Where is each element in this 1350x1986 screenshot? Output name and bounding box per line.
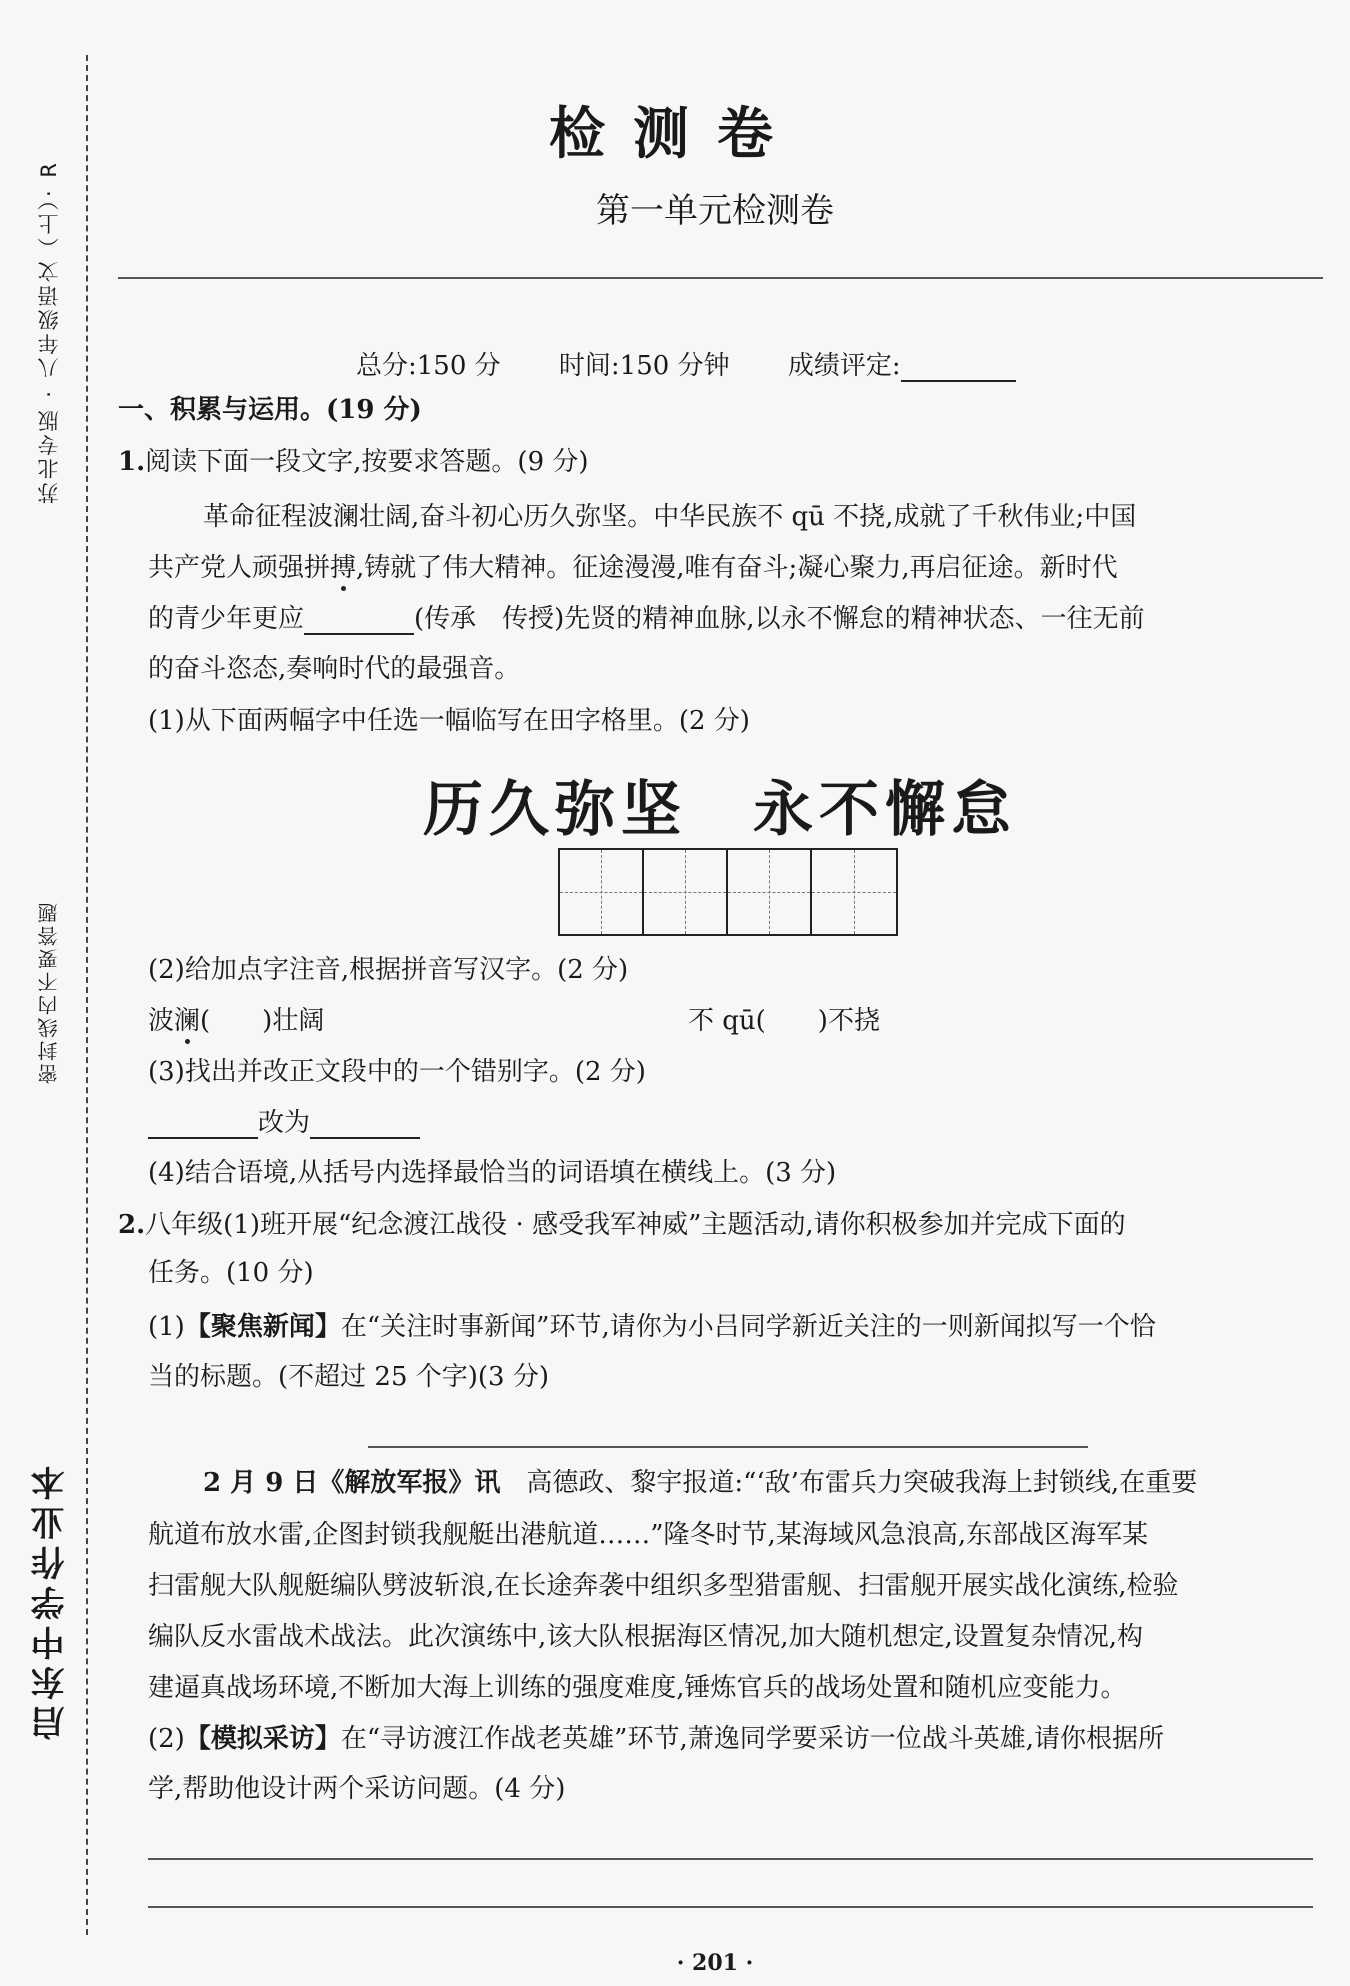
- correction-row: [148, 1108, 420, 1139]
- sub-text: 在“寻访渡江作战老英雄”环节,萧逸同学要采访一位战斗英雄,请你根据所: [340, 1724, 1164, 1754]
- grid-cell[interactable]: [644, 850, 728, 934]
- exam-meta: [356, 345, 1066, 382]
- grid-cell[interactable]: [560, 850, 644, 934]
- sub-number: (1): [148, 1312, 185, 1342]
- calligraphy-sample: 历久弥坚 永不懈怠: [423, 775, 1017, 845]
- question-text: 任务。(10 分): [148, 1258, 314, 1288]
- title-divider: [118, 277, 1323, 279]
- passage-text: 的青少年更应: [148, 604, 305, 634]
- dotted-char: 搏: [330, 553, 357, 583]
- sub-tag: 【聚焦新闻】: [184, 1312, 341, 1342]
- answer-blank[interactable]: [304, 607, 414, 635]
- fill-text: 波: [148, 1006, 175, 1036]
- seal-line-notice: 密封线内不要答题: [37, 900, 61, 1084]
- passage-text: ,铸就了伟大精神。征途漫漫,唯有奋斗;凝心聚力,再启征途。新时代: [356, 553, 1118, 583]
- sub-tag: 【模拟采访】: [184, 1724, 341, 1754]
- sub-question: (3)找出并改正文段中的一个错别字。(2 分): [148, 1057, 646, 1087]
- wrong-char-blank[interactable]: [148, 1111, 258, 1139]
- news-line: 扫雷舰大队舰艇编队劈波斩浪,在长途奔袭中组织多型猎雷舰、扫雷舰开展实战化演练,检验: [148, 1571, 1179, 1601]
- binding-margin-line: [86, 55, 88, 1935]
- passage-line: [148, 553, 1118, 584]
- passage-line: [148, 604, 1145, 635]
- question-2-prompt: [118, 1210, 1126, 1241]
- page-subtitle: 第一单元检测卷: [596, 191, 834, 231]
- news-lead: 2 月 9 日《解放军报》讯: [203, 1468, 501, 1498]
- tianzige-grid[interactable]: [558, 848, 898, 936]
- sub-question: (4)结合语境,从括号内选择最恰当的词语填在横线上。(3 分): [148, 1158, 837, 1188]
- passage-text: 共产党人顽强拼: [148, 553, 331, 583]
- fill-item: 不 qū( )不挠: [688, 1006, 880, 1036]
- publisher-label: 启东中学作业本: [31, 1460, 71, 1740]
- answer-line[interactable]: [148, 1906, 1313, 1908]
- sub-question: 学,帮助他设计两个采访问题。(4 分): [148, 1774, 566, 1804]
- news-text: 高德政、黎宇报道:“‘敌’布雷兵力突破我海上封锁线,在重要: [500, 1468, 1198, 1498]
- grade-blank[interactable]: [901, 380, 1016, 382]
- grid-cell[interactable]: [728, 850, 812, 934]
- correct-char-blank[interactable]: [310, 1111, 420, 1139]
- sub-question: (1)从下面两幅字中任选一幅临写在田字格里。(2 分): [148, 706, 750, 736]
- section-heading: 一、积累与运用。(19 分): [118, 395, 422, 425]
- question-1-prompt: [118, 447, 589, 478]
- total-score: 总分:150 分: [356, 351, 501, 381]
- time-limit: 时间:150 分钟: [558, 351, 730, 381]
- sub-question: [148, 1312, 1156, 1343]
- question-number: 2.: [118, 1210, 146, 1240]
- answer-line[interactable]: [368, 1446, 1088, 1448]
- sub-question: 当的标题。(不超过 25 个字)(3 分): [148, 1362, 549, 1392]
- passage-line: 革命征程波澜壮阔,奋斗初心历久弥坚。中华民族不 qū 不挠,成就了千秋伟业;中国: [203, 502, 1137, 532]
- sub-text: 在“关注时事新闻”环节,请你为小吕同学新近关注的一则新闻拟写一个恰: [340, 1312, 1156, 1342]
- grid-cell[interactable]: [812, 850, 896, 934]
- passage-text: (传承 传授)先贤的精神血脉,以永不懈怠的精神状态、一往无前: [414, 604, 1145, 634]
- sub-question: (2)给加点字注音,根据拼音写汉字。(2 分): [148, 955, 629, 985]
- passage-line: 的奋斗恣态,奏响时代的最强音。: [148, 654, 521, 684]
- fill-item: [148, 1006, 324, 1037]
- fill-text: ( )壮阔: [200, 1006, 325, 1036]
- grade-label: 成绩评定:: [787, 351, 901, 381]
- news-line: 建逼真战场环境,不断加大海上训练的强度难度,锤炼官兵的战场处置和随机应变能力。: [148, 1673, 1127, 1703]
- question-text: 八年级(1)班开展“纪念渡江战役 · 感受我军神威”主题活动,请你积极参加并完成下面的: [145, 1210, 1126, 1240]
- change-label: 改为: [258, 1108, 311, 1138]
- sub-number: (2): [148, 1724, 185, 1754]
- dotted-char: 澜: [174, 1006, 201, 1036]
- sub-question: [148, 1724, 1164, 1755]
- news-line: 航道布放水雷,企图封锁我舰艇出港航道……”隆冬时节,某海域风急浪高,东部战区海军某: [148, 1520, 1149, 1550]
- answer-line[interactable]: [148, 1858, 1313, 1860]
- series-label: 苏北专版 · 八年级语文（上）· R: [37, 160, 61, 504]
- news-line: 编队反水雷战术战法。此次演练中,该大队根据海区情况,加大随机想定,设置复杂情况,构: [148, 1622, 1144, 1652]
- question-text: 阅读下面一段文字,按要求答题。(9 分): [145, 447, 589, 477]
- question-number: 1.: [118, 447, 146, 477]
- news-line: [203, 1468, 1197, 1499]
- page-number: · 201 ·: [676, 1950, 754, 1976]
- page-title: 检测卷: [549, 102, 801, 167]
